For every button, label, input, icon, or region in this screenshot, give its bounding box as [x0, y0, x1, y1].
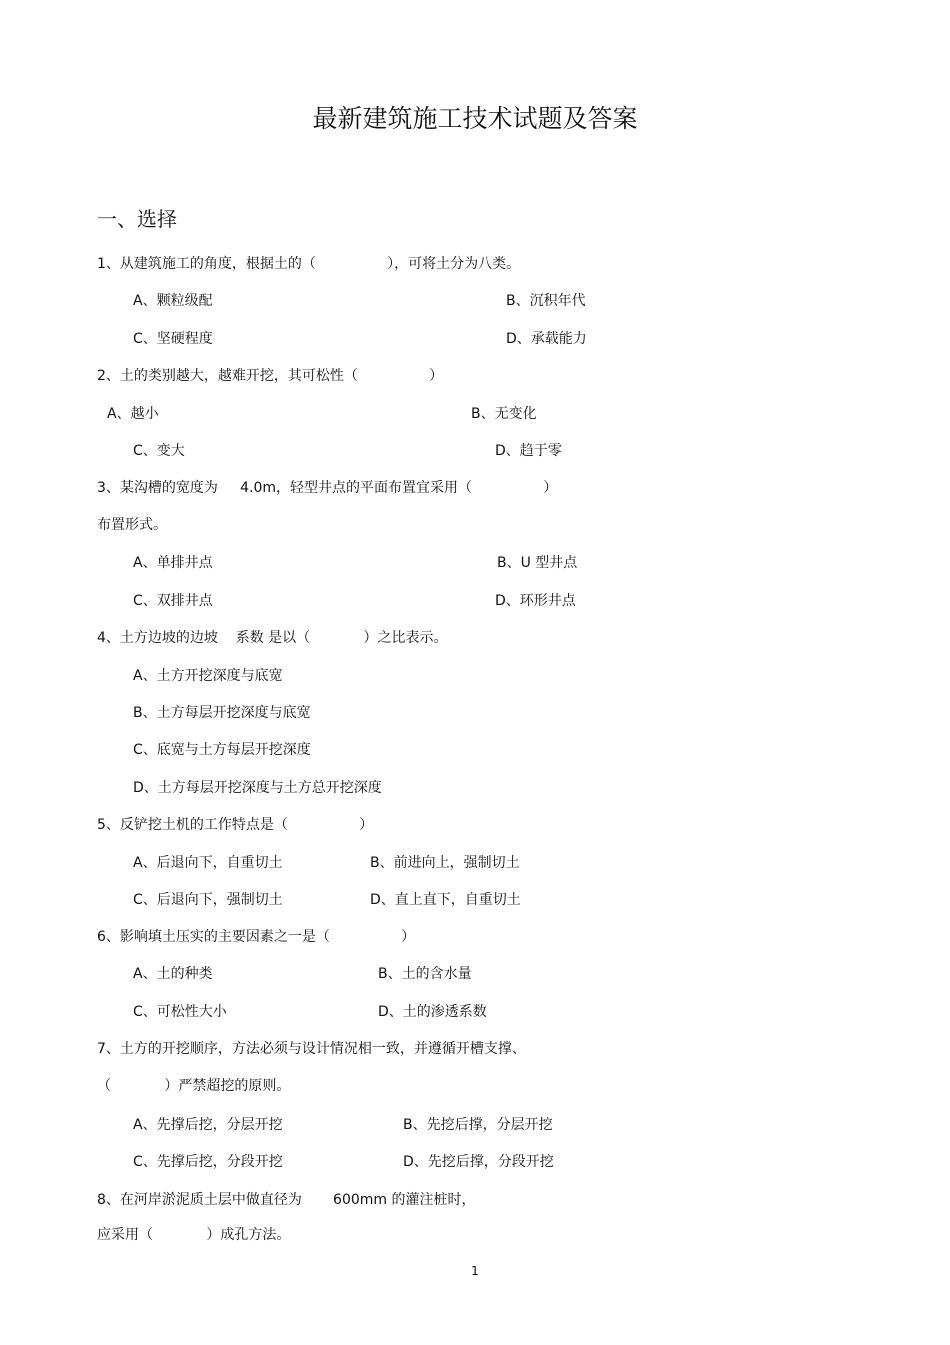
question-8-stem: 8、在河岸淤泥质土层中做直径为 600mm 的灌注桩时， — [97, 1192, 476, 1208]
question-6-option-a: A、土的种类 — [133, 966, 213, 982]
question-6-option-c: C、可松性大小 — [133, 1004, 227, 1020]
question-1-option-d: D、承载能力 — [506, 331, 587, 347]
question-3-option-a: A、单排井点 — [133, 555, 213, 571]
question-2-option-b: B、无变化 — [471, 406, 537, 422]
question-5-option-b: B、前进向上，强制切土 — [370, 855, 520, 871]
question-4-option-a: A、土方开挖深度与底宽 — [133, 668, 283, 684]
question-7-stem: 7、土方的开挖顺序，方法必须与设计情况相一致，并遵循开槽支撑、 — [97, 1041, 526, 1057]
question-7-option-d: D、先挖后撑，分段开挖 — [403, 1154, 554, 1170]
question-1-option-b: B、沉积年代 — [506, 293, 586, 309]
question-7-stem-continued: （ ）严禁超挖的原则。 — [97, 1078, 291, 1094]
question-4-stem: 4、土方边坡的边坡 系数 是以（ ）之比表示。 — [97, 630, 448, 646]
question-7-option-b: B、先挖后撑，分层开挖 — [403, 1117, 553, 1133]
page-number: 1 — [471, 1264, 479, 1278]
question-1-option-c: C、坚硬程度 — [133, 331, 213, 347]
question-5-option-a: A、后退向下，自重切土 — [133, 855, 283, 871]
question-4-option-b: B、土方每层开挖深度与底宽 — [133, 705, 311, 721]
question-2-option-d: D、趋于零 — [495, 443, 562, 459]
question-5-option-d: D、直上直下，自重切土 — [370, 892, 521, 908]
question-3-option-c: C、双排井点 — [133, 593, 213, 609]
question-3-option-b: B、U 型井点 — [497, 555, 578, 571]
document-title: 最新建筑施工技术试题及答案 — [312, 104, 638, 133]
question-6-option-b: B、土的含水量 — [378, 966, 472, 982]
question-1-option-a: A、颗粒级配 — [133, 293, 213, 309]
question-5-stem: 5、反铲挖土机的工作特点是（ ） — [97, 817, 374, 833]
question-4-option-c: C、底宽与土方每层开挖深度 — [133, 742, 311, 758]
question-7-option-c: C、先撑后挖，分段开挖 — [133, 1154, 283, 1170]
question-1-stem: 1、从建筑施工的角度，根据土的（ ），可将土分为八类。 — [97, 256, 521, 272]
question-6-stem: 6、影响填土压实的主要因素之一是（ ） — [97, 929, 416, 945]
question-2-option-a: A、越小 — [107, 406, 159, 422]
question-8-stem-continued: 应采用（ ）成孔方法。 — [97, 1227, 291, 1243]
question-2-stem: 2、土的类别越大，越难开挖，其可松性（ ） — [97, 368, 444, 384]
question-3-stem-continued: 布置形式。 — [97, 517, 167, 533]
question-7-option-a: A、先撑后挖，分层开挖 — [133, 1117, 283, 1133]
section-heading: 一、选择 — [97, 207, 177, 231]
question-5-option-c: C、后退向下，强制切土 — [133, 892, 283, 908]
question-6-option-d: D、土的渗透系数 — [378, 1004, 487, 1020]
question-3-stem: 3、某沟槽的宽度为 4.0m，轻型井点的平面布置宜采用（ ） — [97, 480, 558, 496]
question-2-option-c: C、变大 — [133, 443, 185, 459]
question-4-option-d: D、土方每层开挖深度与土方总开挖深度 — [133, 780, 382, 796]
question-3-option-d: D、环形井点 — [495, 593, 576, 609]
